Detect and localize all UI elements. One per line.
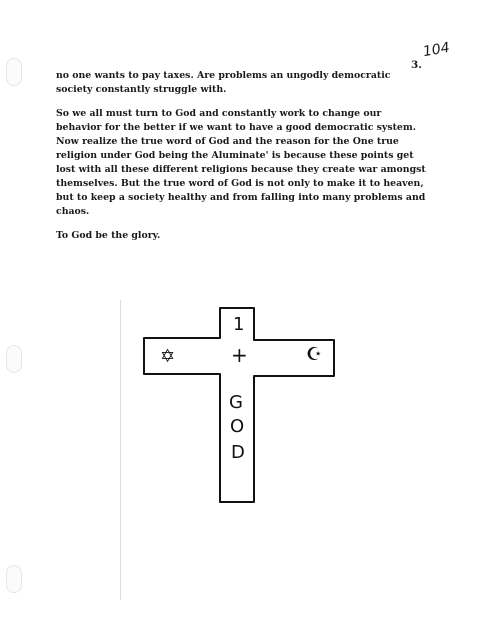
binder-hole-top	[6, 58, 22, 86]
star-of-david-icon: ✡	[160, 346, 176, 367]
cross-letter-d: D	[231, 442, 245, 463]
cross-center-symbol: +	[231, 343, 248, 367]
closing-line: To God be the glory.	[56, 230, 161, 241]
body-text	[56, 69, 495, 253]
binder-hole-middle	[6, 345, 22, 373]
paragraph: So we all must turn to God and constantly work to change our behavior for the better if we want to have a good democratic system. Now realize the true word of God and the reason for the One true religion under God being the Aluminate' is because these points get lost with all these different religions because they create war amongst themselves. But the true word of God is not only to make it to heaven, but to keep a society healthy and from falling into many problems and chaos.	[56, 108, 426, 217]
crescent-star-icon: ☪	[306, 344, 323, 365]
cross-drawing	[120, 290, 360, 510]
cross-letter-o: O	[230, 416, 245, 437]
cross-top-label: 1	[233, 314, 245, 335]
handwritten-page-number: 104	[421, 39, 451, 61]
paragraph: no one wants to pay taxes. Are problems an ungodly democratic society constantly struggle with.	[56, 70, 391, 95]
cross-letter-g: G	[229, 392, 243, 413]
binder-hole-bottom	[6, 565, 22, 593]
page-number: 3.	[411, 59, 422, 71]
